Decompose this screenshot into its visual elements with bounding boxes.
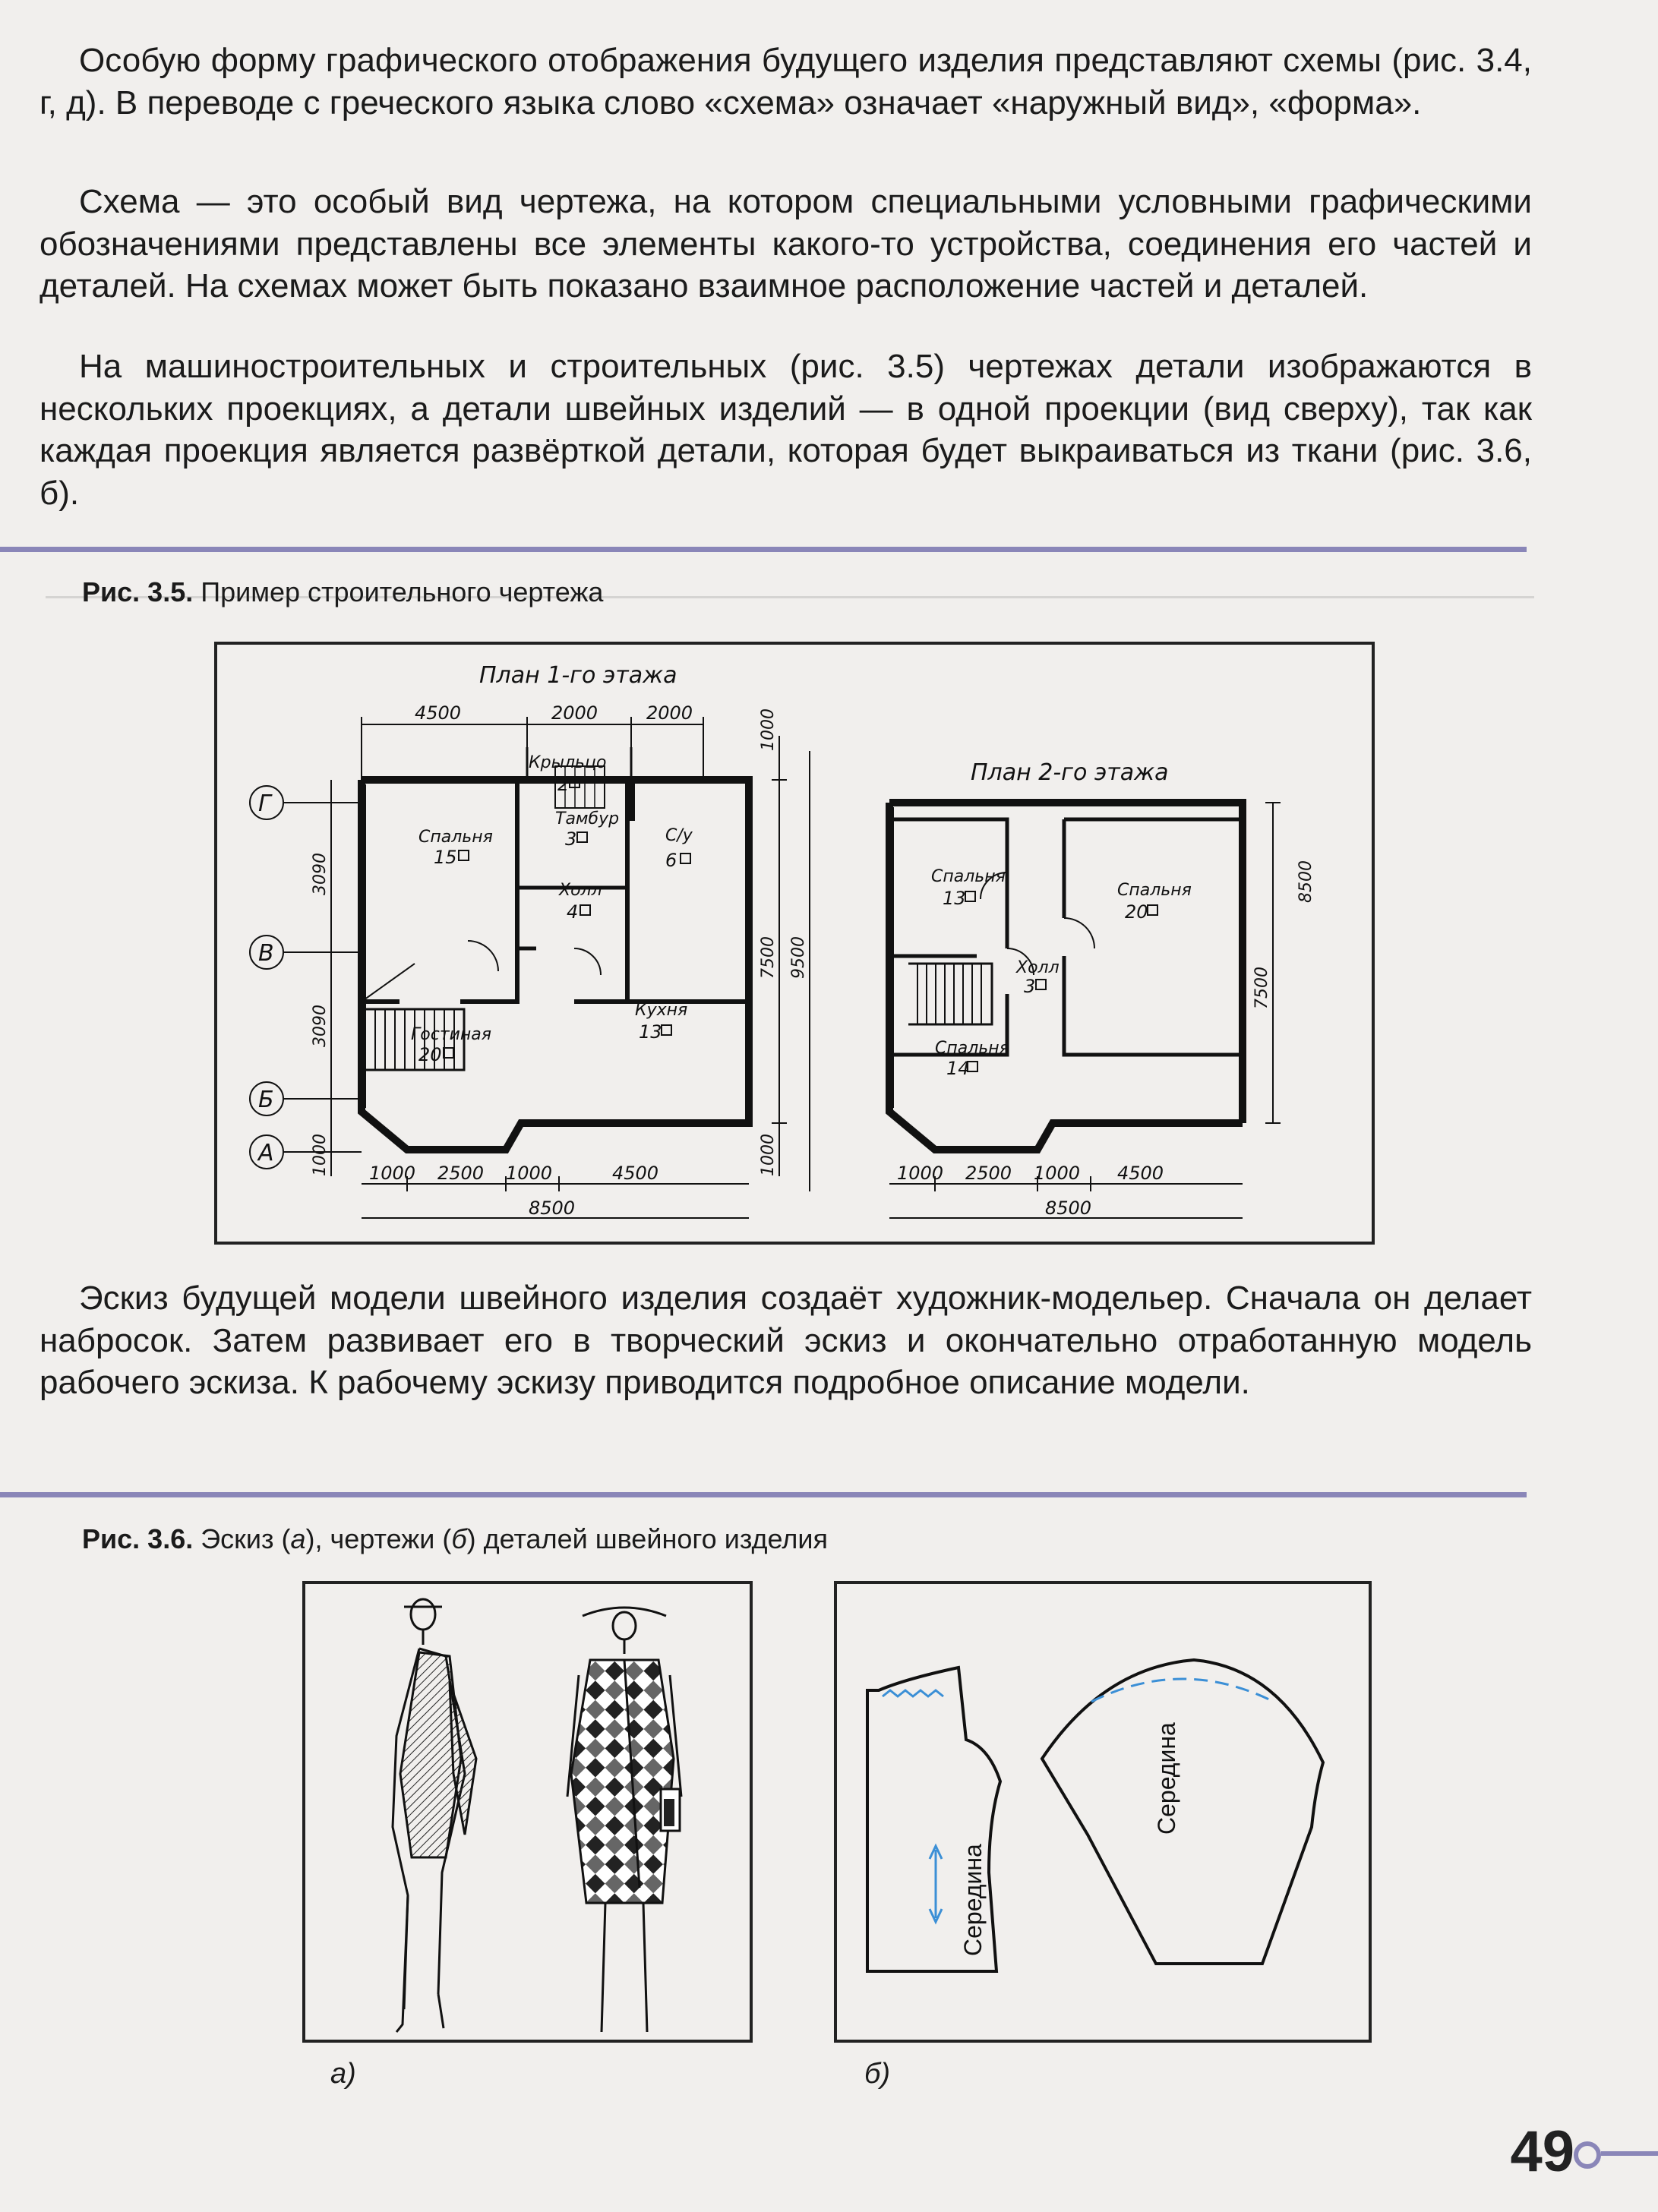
figure-3-6-caption (82, 1523, 828, 1556)
floor-plans-drawing (217, 645, 1372, 1242)
plan2-room-num: 20 (1125, 901, 1148, 923)
dim-right: 1000 (759, 708, 778, 751)
plan1-axis-labels (257, 790, 274, 1166)
plan1-room-name: С/у (665, 826, 693, 845)
dim-left: 3090 (311, 1005, 330, 1047)
plan2-dimension-lines (889, 803, 1281, 1218)
dim-total: 8500 (1045, 1198, 1092, 1219)
plan1-room-num: 6 (665, 850, 677, 871)
plan1-room-labels (411, 753, 693, 1065)
figure-divider-line (0, 547, 1527, 552)
dim-total: 8500 (529, 1198, 576, 1219)
dim-top: 2000 (551, 702, 598, 724)
paragraph-schemes-intro: Особую форму графического отображения будущего изделия представляют схемы (рис. 3.4, г, д). В переводе с греческого языка слово «схема» означает «наружный вид», «форма». (39, 42, 1532, 121)
axis-label-g: Г (258, 790, 271, 817)
figure-title: Пример строительного чертежа (201, 576, 604, 607)
dim-right: 7500 (759, 936, 778, 979)
dim-top: 2000 (646, 702, 693, 724)
pattern-label-2: Середина (1153, 1722, 1180, 1835)
page-number-decoration (1574, 2141, 1601, 2169)
figure-3-5-caption (82, 576, 603, 609)
plan2-title: План 2-го этажа (971, 759, 1169, 786)
figure-3-6b-label: б) (864, 2058, 891, 2090)
plan2-room-name: Холл (1016, 958, 1060, 977)
plan2-room-labels (931, 867, 1192, 1079)
plan1-room-num: 15 (434, 847, 457, 868)
plan1-room-num: 13 (639, 1021, 662, 1043)
dim-bottom: 4500 (612, 1163, 659, 1184)
figure-label: Рис. 3.6. (82, 1523, 194, 1554)
dim-bottom: 1000 (506, 1163, 553, 1184)
dim-bottom: 2500 (965, 1163, 1012, 1184)
figure-title-part: а (290, 1523, 306, 1554)
paragraph-scheme-definition: Схема — это особый вид чертежа, на котором специальными условными графическими обозначениями представлены все элементы какого-то устройства, соединения его частей и деталей. На схемах может быть показано взаимное расположение частей и деталей. (39, 183, 1532, 305)
dim-bottom: 4500 (1117, 1163, 1164, 1184)
figure-divider-line (0, 1492, 1527, 1497)
paragraph-projections: На машиностроительных и строительных (рис. 3.5) чертежах детали изображаются в нескольких проекциях, а детали швейных изделий — в одной проекции (вид сверху), так как каждая проекция является развёрткой детали, которая будет выкраиваться из ткани (рис. 3.6, б). (39, 348, 1532, 512)
dim-left: 3090 (311, 853, 330, 895)
dim-right: 1000 (759, 1134, 778, 1176)
pattern-pieces-drawing (837, 1584, 1369, 2040)
plan1-title: План 1-го этажа (479, 662, 677, 689)
figure-title-part: ) деталей швейного изделия (466, 1523, 828, 1554)
fashion-sketch-drawing (305, 1584, 750, 2040)
figure-label: Рис. 3.5. (82, 576, 194, 607)
dim-right: 8500 (1296, 860, 1315, 903)
dim-bottom: 2500 (437, 1163, 485, 1184)
plan1-room-name: Гостиная (411, 1025, 492, 1044)
plan2-walls (889, 803, 1243, 1150)
plan1-room-name: Кухня (635, 1001, 688, 1020)
plan1-walls (362, 747, 749, 1150)
plan2-room-name: Спальня (1117, 881, 1192, 900)
dim-left: 1000 (311, 1134, 330, 1176)
plan1-room-name: Спальня (418, 828, 493, 847)
dim-bottom: 1000 (1034, 1163, 1081, 1184)
axis-label-v: В (258, 940, 274, 967)
plan1-room-num: 4 (567, 901, 579, 923)
figure-title-part: Эскиз ( (201, 1523, 291, 1554)
plan1-room-num: 20 (418, 1044, 442, 1065)
dim-right: 9500 (789, 936, 808, 979)
plan2-room-num: 14 (946, 1058, 970, 1079)
page-number-decoration-line (1601, 2151, 1658, 2156)
plan1-room-num: 3 (565, 828, 577, 850)
plan1-room-name: Крыльцо (529, 753, 607, 772)
dim-bottom: 1000 (897, 1163, 944, 1184)
plan1-room-num: 2 (557, 774, 570, 795)
plan1-room-name: Холл (559, 881, 602, 900)
plan2-room-num: 13 (943, 888, 966, 909)
plan1-room-name: Тамбур (555, 809, 620, 828)
plan2-room-num: 3 (1024, 976, 1036, 997)
figure-3-6a-label: а) (330, 2058, 356, 2090)
plan2-room-name: Спальня (931, 867, 1006, 886)
plan2-room-name: Спальня (935, 1039, 1009, 1058)
page-number: 49 (1510, 2119, 1574, 2184)
paragraph-sketch-description: Эскиз будущей модели швейного изделия создаёт художник-модельер. Сначала он делает набросок. Затем развивает его в творческий эскиз и окончательно отработанную модель рабочего эскиза. К рабочему эскизу приводится подробное описание модели. (39, 1280, 1532, 1401)
axis-label-a: А (258, 1140, 274, 1166)
dim-bottom: 1000 (369, 1163, 416, 1184)
dim-right: 7500 (1252, 967, 1271, 1009)
dim-top: 4500 (415, 702, 462, 724)
figure-title-part: ), чертежи ( (305, 1523, 452, 1554)
axis-label-b: Б (258, 1087, 274, 1113)
figure-title-part: б (451, 1523, 467, 1554)
pattern-label-1: Середина (959, 1844, 987, 1956)
